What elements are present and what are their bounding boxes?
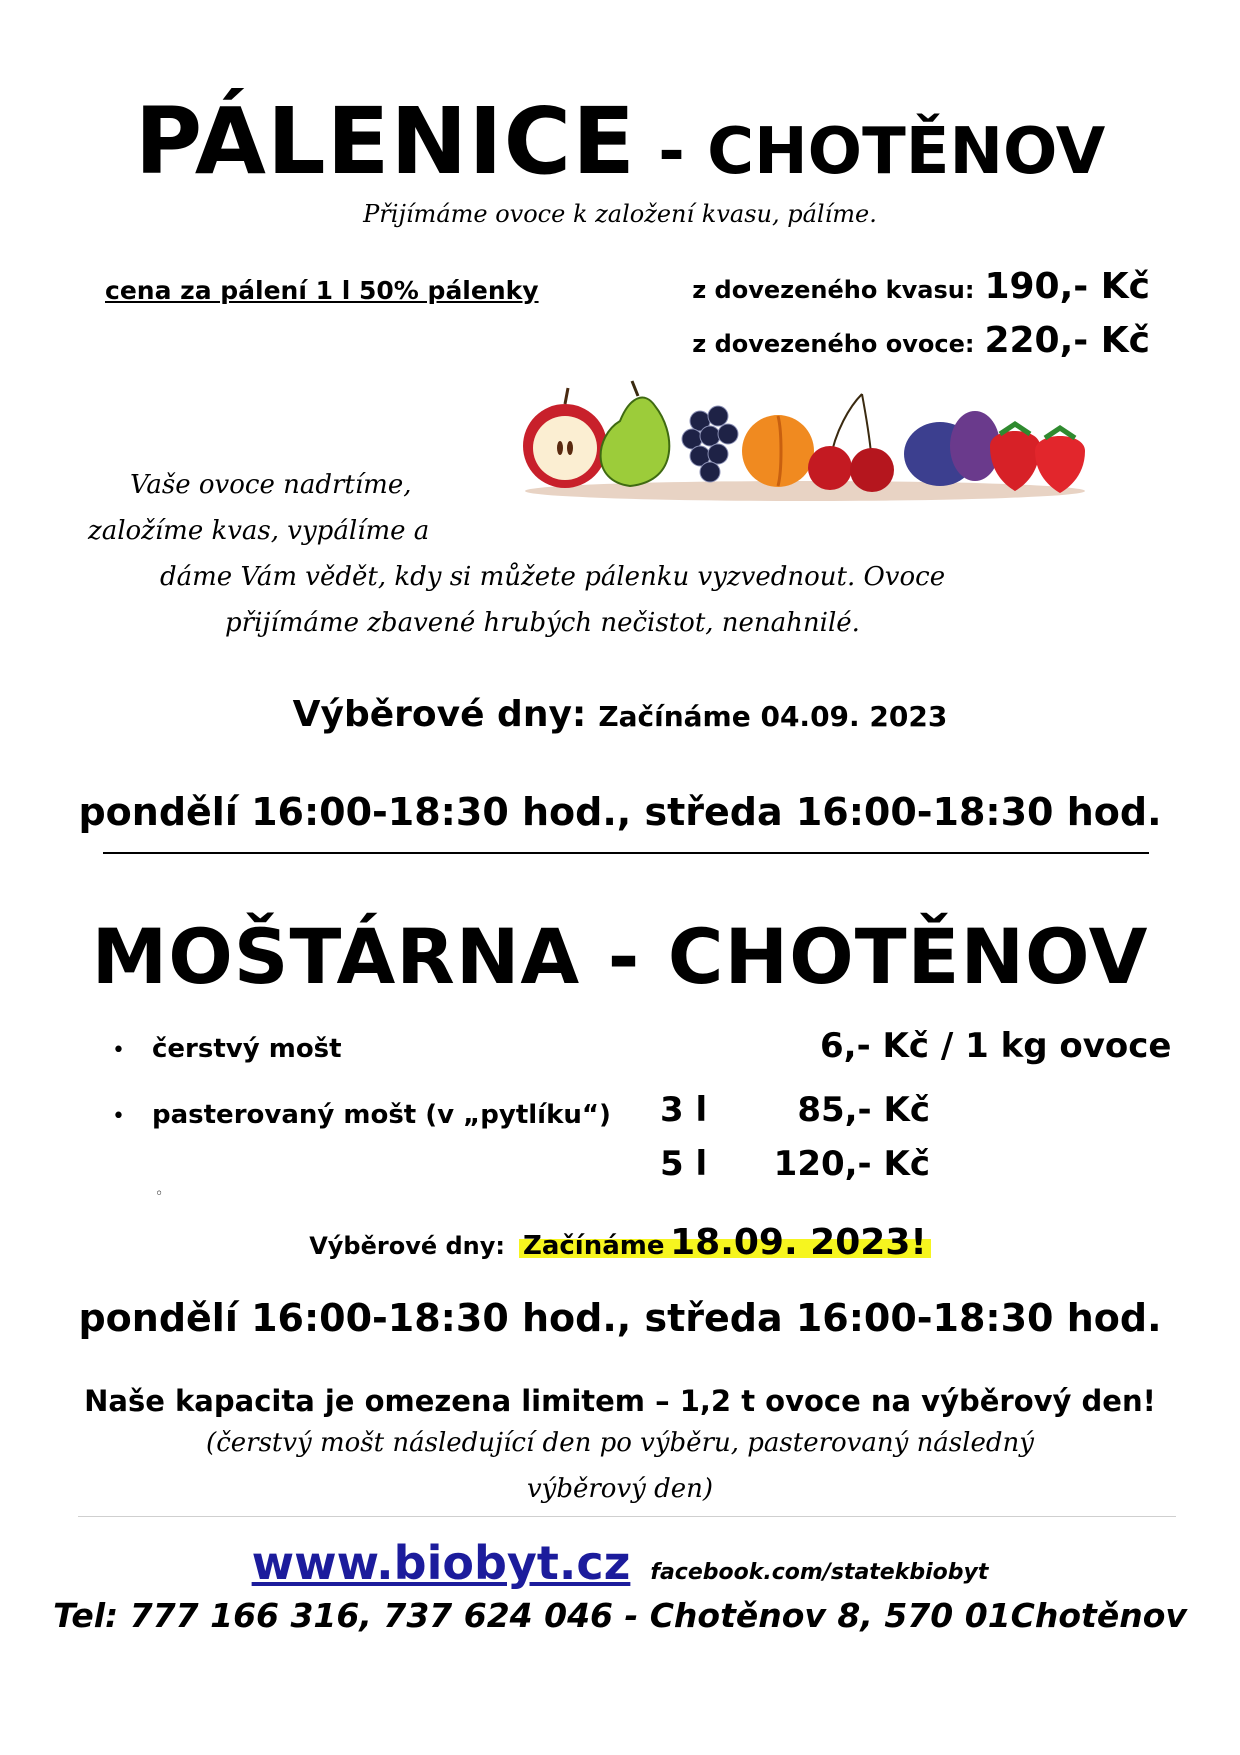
price-ovoce-label: z dovezeného ovoce: [692, 330, 975, 358]
start-word: Začínáme [523, 1231, 665, 1261]
mostarna-days [0, 1222, 1240, 1263]
start-date-highlight [519, 1222, 931, 1263]
palenice-title-location: - CHOTĚNOV [636, 115, 1106, 189]
mostarna-title: MOŠTÁRNA - CHOTĚNOV [91, 912, 1149, 1001]
fresh-juice-price: 6,- Kč / 1 kg ovoce [820, 1026, 1172, 1066]
bullet-icon: • [112, 1104, 125, 1129]
capacity-note-line-2: výběrový den) [526, 1474, 714, 1504]
volume-5l: 5 l [660, 1144, 708, 1184]
contact-info: Tel: 777 166 316, 737 624 046 - Chotěnov 8, 570 01Chotěnov [53, 1596, 1187, 1635]
description-line-1: Vaše ovoce nadrtíme, [130, 470, 412, 500]
capacity-notice: Naše kapacita je omezena limitem – 1,2 t ovoce na výběrový den! [84, 1384, 1156, 1418]
fresh-juice-label: čerstvý mošt [152, 1034, 342, 1064]
volume-3l: 3 l [660, 1090, 708, 1130]
palenice-days-label: Výběrové dny: [292, 694, 587, 735]
mostarna-hours: pondělí 16:00-18:30 hod., středa 16:00-18:30 hod. [78, 1296, 1162, 1340]
price-ovoce-value: 220,- Kč [984, 320, 1150, 361]
price-row-kvas [620, 266, 1150, 307]
plate-shadow [525, 481, 1085, 501]
palenice-hours: pondělí 16:00-18:30 hod., středa 16:00-18:30 hod. [78, 790, 1162, 834]
facebook-link[interactable]: facebook.com/statekbiobyt [650, 1560, 989, 1585]
price-3l: 85,- Kč [797, 1090, 930, 1130]
palenice-subtitle: Přijímáme ovoce k založení kvasu, pálíme. [363, 200, 877, 228]
apricot-icon [742, 415, 814, 487]
apple-icon [523, 388, 607, 488]
section-divider [103, 852, 1149, 854]
palenice-title [0, 88, 1240, 195]
description-line-2: založíme kvas, vypálíme a [88, 516, 430, 546]
strawberry-icon [990, 424, 1085, 493]
fruit-illustration [520, 376, 1090, 506]
description-line-4: přijímáme zbavené hrubých nečistot, nenahnilé. [225, 608, 860, 638]
footer-divider [78, 1516, 1176, 1517]
description-line-3: dáme Vám vědět, kdy si můžete pálenku vyzvednout. Ovoce [160, 562, 946, 592]
mostarna-days-label: Výběrové dny: [309, 1232, 505, 1260]
start-date: 18.09. 2023! [670, 1222, 927, 1263]
pasteurized-juice-label: pasterovaný mošt (v „pytlíku“) [152, 1100, 611, 1130]
price-row-ovoce [620, 320, 1150, 361]
small-bullet-icon: ◦ [155, 1186, 164, 1202]
website-link[interactable]: www.biobyt.cz [251, 1536, 631, 1590]
price-5l: 120,- Kč [773, 1144, 930, 1184]
palenice-days-start: Začínáme 04.09. 2023 [598, 700, 948, 733]
bullet-icon: • [112, 1038, 125, 1063]
capacity-note-line-1: (čerstvý mošt následující den po výběru, pasterovaný následný [206, 1428, 1034, 1458]
cherries-icon [808, 394, 894, 492]
price-kvas-label: z dovezeného kvasu: [692, 276, 975, 304]
palenice-days [0, 694, 1240, 735]
grapes-icon [682, 406, 738, 482]
plum-icon [904, 411, 1000, 486]
palenice-title-main: PÁLENICE [134, 88, 637, 195]
footer-links [0, 1536, 1240, 1590]
distilling-price-label: cena za pálení 1 l 50% pálenky [105, 276, 539, 305]
price-kvas-value: 190,- Kč [984, 266, 1150, 307]
pear-icon [601, 381, 670, 486]
